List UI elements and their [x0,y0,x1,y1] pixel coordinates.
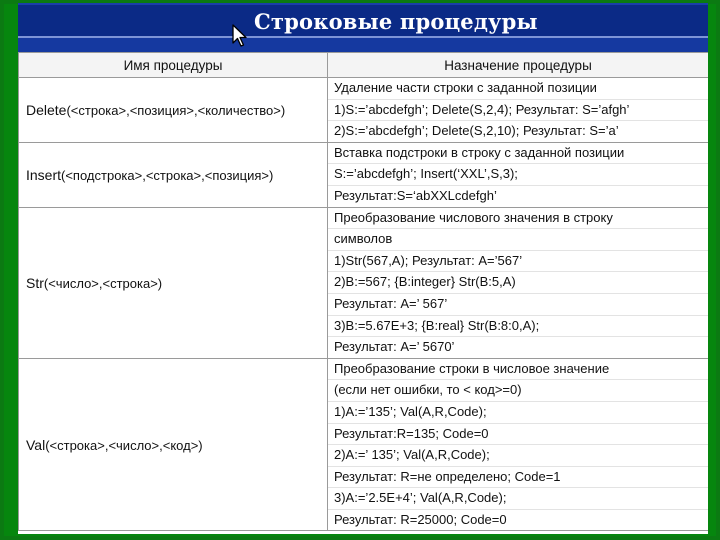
purpose-line: 3)B:=5.67E+3; {B:real} Str(B:8:0,A); [328,316,708,338]
purpose-line: (если нет ошибки, то < код>=0) [328,380,708,402]
purpose-line: Результат: R=не определено; Code=1 [328,467,708,489]
purpose-line: 1)S:=’abcdefgh’; Delete(S,2,4); Результат: S=’afgh’ [328,100,708,122]
purpose-line: Результат: A=’ 567’ [328,294,708,316]
procedure-name: Delete [26,101,67,118]
procedure-args: (<строка>,<число>,<код>) [45,437,203,453]
procedure-signature-str [19,207,328,358]
procedure-args: (<строка>,<позиция>,<количество>) [66,102,286,118]
procedure-signature-val [19,358,328,531]
procedure-signature-delete [19,78,328,143]
procedure-name: Str [26,274,44,291]
procedure-purpose-delete [328,78,709,143]
purpose-line: Преобразование числового значения в строку [328,208,708,230]
table-row-val [19,358,709,531]
purpose-line: 1)A:=’135’; Val(A,R,Code); [328,402,708,424]
purpose-line: 2)B:=567; {B:integer} Str(B:5,A) [328,272,708,294]
purpose-line: Результат:R=135; Code=0 [328,424,708,446]
mouse-pointer-icon [232,24,248,48]
procedure-args: (<подстрока>,<строка>,<позиция>) [61,167,274,183]
purpose-line: 1)Str(567,A); Результат: A=’567’ [328,251,708,273]
purpose-line: 3)A:=’2.5E+4’; Val(A,R,Code); [328,488,708,510]
table-header-row [19,53,709,78]
table-row-str [19,207,709,358]
title-bar [18,3,708,36]
purpose-line: 2)S:=’abcdefgh’; Delete(S,2,10); Результат: S=’a’ [334,123,619,139]
procedures-table [18,52,708,531]
purpose-line: 2)A:=’ 135’; Val(A,R,Code); [328,445,708,467]
purpose-line: Результат: A=’ 5670’ [334,339,455,355]
purpose-line: Вставка подстроки в строку с заданной позиции [328,143,708,165]
procedure-name: Val [26,436,46,453]
title-rule [18,36,708,52]
purpose-line: Результат: R=25000; Code=0 [334,511,507,527]
purpose-line: S:=’abcdefgh’; Insert(‘XXL’,S,3); [328,164,708,186]
slide-title: Строковые процедуры [254,9,538,34]
table-row-insert [19,142,709,207]
purpose-line: Преобразование строки в числовое значение [328,359,708,381]
purpose-line: символов [328,229,708,251]
purpose-line: Удаление части строки с заданной позиции [328,78,708,100]
procedure-signature-insert [19,142,328,207]
header-procedure-purpose: Назначение процедуры [328,53,709,78]
procedure-purpose-insert [328,142,709,207]
purpose-line: Результат:S=‘abXXLcdefgh’ [334,187,497,203]
table-row-delete [19,78,709,143]
procedure-args: (<число>,<строка>) [43,275,163,291]
procedures-table-wrap [18,52,708,534]
procedure-purpose-val [328,358,709,531]
procedure-name: Insert [26,166,62,183]
header-procedure-name: Имя процедуры [19,53,328,78]
procedure-purpose-str [328,207,709,358]
